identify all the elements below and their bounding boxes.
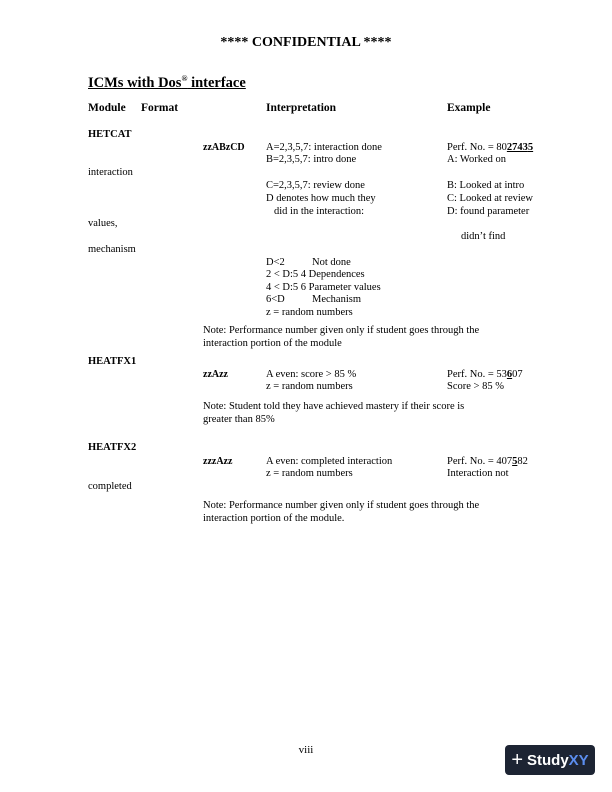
heatfx1-perf-suffix: 07	[512, 369, 523, 380]
wrap-interaction: interaction	[88, 167, 133, 178]
heatfx2-note-line2: interaction portion of the module.	[203, 513, 345, 524]
column-example: Example	[447, 102, 491, 114]
heatfx1-line1: A even: score > 85 %	[266, 369, 357, 380]
plus-icon: +	[511, 749, 523, 771]
heatfx2-line1: A even: completed interaction	[266, 456, 393, 467]
heatfx1-format: zzAzz	[203, 369, 228, 380]
hetcat-perf-prefix: Perf. No. = 80	[447, 142, 507, 153]
title-suffix: interface	[187, 74, 246, 91]
hetcat-example-e: didn’t find	[461, 231, 506, 242]
hetcat-parameter-values: 4 < D:5 6 Parameter values	[266, 282, 381, 293]
studyxy-badge[interactable]	[505, 745, 595, 775]
heatfx1-perf-ul: 6	[506, 369, 513, 380]
hetcat-note-line2: interaction portion of the module	[203, 338, 342, 349]
module-heatfx2: HEATFX2	[88, 442, 137, 453]
wrap-mechanism: mechanism	[88, 244, 136, 255]
heatfx2-perf-prefix: Perf. No. = 407	[447, 456, 513, 467]
badge-study: Study	[527, 751, 569, 769]
heatfx2-perf-ul: 5	[512, 456, 518, 467]
hetcat-d-gt6: 6<D	[266, 294, 285, 305]
hetcat-line-d: D denotes how much they	[266, 193, 376, 204]
hetcat-d-lt2: D<2	[266, 257, 285, 268]
heatfx1-note-line1: Note: Student told they have achieved mastery if their score is	[203, 401, 465, 412]
module-heatfx1: HEATFX1	[88, 356, 137, 367]
heatfx2-perf-suffix: 82	[517, 456, 528, 467]
hetcat-note-line1: Note: Performance number given only if student goes through the	[203, 325, 480, 336]
hetcat-example-d: D: found parameter	[447, 206, 530, 217]
hetcat-random: z = random numbers	[266, 307, 353, 318]
heatfx2-format: zzzAzz	[203, 456, 233, 467]
hetcat-perf-ul2: 5	[527, 142, 534, 153]
column-module: Module	[88, 102, 126, 114]
hetcat-dependences: 2 < D:5 4 Dependences	[266, 269, 365, 280]
hetcat-example-b: B: Looked at intro	[447, 180, 525, 191]
hetcat-line-c: C=2,3,5,7: review done	[266, 180, 365, 191]
heatfx1-score: Score > 85 %	[447, 381, 504, 392]
hetcat-line-b: B=2,3,5,7: intro done	[266, 154, 357, 165]
hetcat-not-done: Not done	[312, 257, 351, 268]
badge-xy: XY	[568, 751, 589, 769]
hetcat-line-d2: did in the interaction:	[274, 206, 365, 217]
heatfx1-perf-prefix: Perf. No. = 53	[447, 369, 507, 380]
wrap-values: values,	[88, 218, 118, 229]
module-hetcat: HETCAT	[88, 129, 132, 140]
hetcat-example-c: C: Looked at review	[447, 193, 534, 204]
heatfx2-example2: Interaction not	[447, 468, 509, 479]
page-title	[88, 72, 246, 90]
registered-mark: ®	[181, 74, 188, 83]
title-text: ICMs with Dos	[88, 74, 182, 91]
heatfx1-note-line2: greater than 85%	[203, 414, 275, 425]
hetcat-line-a: A=2,3,5,7: interaction done	[266, 142, 382, 153]
column-interpretation: Interpretation	[266, 102, 337, 114]
hetcat-perf-ul: 2743	[506, 142, 528, 153]
heatfx2-note-line1: Note: Performance number given only if student goes through the	[203, 500, 480, 511]
hetcat-format: zzABzCD	[203, 142, 245, 153]
heatfx2-line2: z = random numbers	[266, 468, 353, 479]
page-number: viii	[298, 744, 314, 756]
wrap-completed: completed	[88, 481, 132, 492]
hetcat-example-a: A: Worked on	[447, 154, 507, 165]
hetcat-mechanism: Mechanism	[312, 294, 361, 305]
confidential-header: **** CONFIDENTIAL ****	[220, 35, 392, 50]
heatfx1-line2: z = random numbers	[266, 381, 353, 392]
column-format: Format	[141, 102, 179, 114]
